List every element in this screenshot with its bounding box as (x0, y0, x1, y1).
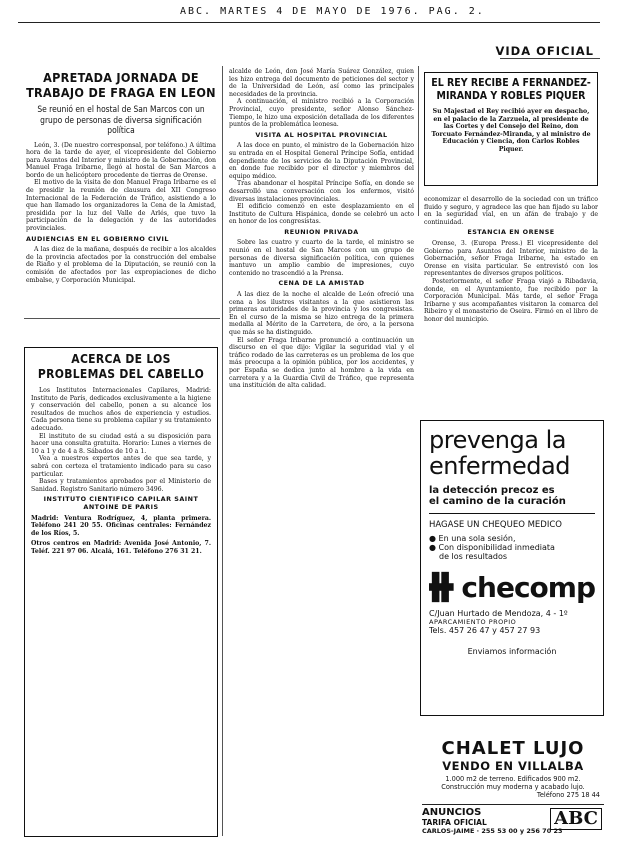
article-paragraph: economizar el desarrollo de la sociedad con un tráfico fluido y seguro, y agradece las que han fijado su labor en la seguridad vial, en un afán de trabajo y de continuidad. (424, 196, 598, 226)
masthead: ABC. MARTES 4 DE MAYO DE 1976. PAG. 2. (180, 6, 485, 17)
checomp-logo-icon (429, 569, 457, 605)
ad-paragraph: Los Institutos Internacionales Capilares, Madrid: Instituto de París, dedicados exclusivamente a la higiene y conservación del cabello, ponen a su alcance los resultados de muchos años de experiencia y estudios. Cada persona tiene su problema capilar y su tratamiento adecuado. (31, 387, 211, 432)
ad-headline: ACERCA DE LOS PROBLEMAS DEL CABELLO (37, 352, 205, 381)
article-headline: APRETADA JORNADA DE TRABAJO DE FRAGA EN LEON (26, 70, 216, 100)
article-paragraph: A las doce en punto, el ministro de la Gobernación hizo su entrada en el Hospital General Príncipe Sofía, entidad dependiente de los servicios de la Diputación Provincial, en donde fue recibido por el director y miembros del equipo médico. (229, 142, 414, 180)
section-rule (500, 58, 600, 59)
ad-tagline: la detección precoz es (429, 485, 555, 496)
article-subhead: ESTANCIA EN ORENSE (467, 228, 555, 237)
article-subhead: VISITA AL HOSPITAL PROVINCIAL (255, 130, 388, 139)
ad-text: 1.000 m2 de terreno. Edificados 900 m2. (445, 775, 581, 783)
ad-institute-name: INSTITUTO CIENTIFICO CAPILAR SAINT ANTOINE DE PARIS (43, 495, 199, 511)
royal-audience-box (424, 72, 598, 186)
ad-brand-row (429, 569, 595, 605)
ad-title: ANUNCIOS (422, 807, 482, 818)
ad-tagline: el camino de la curación (429, 496, 566, 507)
column-divider (222, 66, 223, 836)
box-headline: EL REY RECIBE A FERNANDEZ-MIRANDA Y ROBLES PIQUER (431, 77, 591, 102)
ad-title: TARIFA OFICIAL (422, 818, 487, 827)
article-fraga-leon (26, 70, 216, 284)
article-fraga-leon-cont (229, 68, 414, 390)
ad-phones: Tels. 457 26 47 y 457 27 93 (429, 626, 541, 635)
article-paragraph: El edificio comenzó en este desplazamiento en el Instituto de Cultura Hispánica, donde se celebró un acto en honor de los congresistas. (229, 203, 414, 226)
article-paragraph: León, 3. (De nuestro corresponsal, por teléfono.) A última hora de la tarde de ayer, el vicepresidente del Gobierno para Asuntos del Interior y ministro de la Gobernación, don Manuel Fraga Iribarne, llegó al hostal de San Marcos a bordo de un helicóptero procedente de tierras de Orense. (26, 141, 216, 179)
article-paragraph: A las diez de la noche el alcalde de León ofreció una cena a los ilustres visitantes a la que asistieron las primeras autoridades de la provincia y los congresistas. En el curso de la misma se hizo entrega de la primera medalla al Mérito de la Carretera, de oro, a la persona que más se ha distinguido. (229, 291, 414, 336)
checomp-ad (420, 420, 604, 716)
bullet-icon: ● (429, 534, 439, 543)
ad-address: C/Juan Hurtado de Mendoza, 4 - 1º (429, 609, 568, 618)
chalet-ad (420, 738, 606, 799)
abc-ads-rates (422, 804, 604, 841)
ad-brand: checomp (461, 570, 595, 604)
ad-bullet: ● En una sola sesión, (429, 534, 516, 543)
ad-paragraph: Vea a nuestros expertos antes de que sea tarde, y sabrá con certeza el tratamiento indicado para su caso particular. (31, 455, 211, 478)
hair-clinic-ad (24, 347, 218, 837)
article-paragraph: El señor Fraga Iribarne pronunció a continuación un discurso en el que dijo: Vigilar la seguridad vial y el tráfico rodado de las carreteras es un problema de los que más preocupa a la opinión pública, por los accidentes, y por España se dedica junto al hombre a la vida en carretera y a la Guardia Civil de Tráfico, que representa una institución de alta calidad. (229, 336, 414, 390)
article-orense (424, 196, 598, 324)
ad-title-line1: prevenga la (429, 426, 566, 454)
ad-contact: CARLOS-JAIME · 255 53 00 y 256 70 23 (422, 827, 563, 835)
article-paragraph: El motivo de la visita de don Manuel Fraga Iribarne es el de presidir la reunión de clausura del XII Congreso Internacional de la Federación de Tráfico, asistiendo a lo que han llamado los organizadores la Cena de la Amistad, presidida por la luz del Valle de Arlés, que tuvo la participación de la delegación y de las autoridades provinciales. (26, 179, 216, 233)
article-subhead: CENA DE LA AMISTAD (278, 279, 365, 288)
article-paragraph: alcalde de León, don José María Suárez González, quien les hizo entrega del documento de peticiones del sector y de la Universidad de León, así como las principales necesidades de la provincia. (229, 68, 414, 98)
article-paragraph: Sobre las cuatro y cuarto de la tarde, el ministro se reunió en el hostal de San Marcos con un grupo de personas de diversa significación política, con quienes mantuvo un amplio cambio de impresiones, cuyo contenido no trascendió a la Prensa. (229, 239, 414, 277)
ad-title-line2: enfermedad (429, 452, 570, 480)
article-subhead: AUDIENCIAS EN EL GOBIERNO CIVIL (26, 234, 169, 243)
ad-parking: APARCAMIENTO PROPIO (429, 618, 517, 626)
ad-paragraph: Bases y tratamientos aprobados por el Ministerio de Sanidad. Registro Sanitario número 3496. (31, 478, 211, 493)
ad-paragraph: El instituto de su ciudad está a su disposición para hacer una consulta gratuita. Horario: Lunes a viernes de 10 a 1 y de 4 a 8. Sábados de 10 a 1. (31, 432, 211, 455)
ad-bullet: ● Con disponibilidad inmediata (429, 543, 555, 552)
article-deck: Se reunió en el hostal de San Marcos con un grupo de personas de diversa significación política (37, 104, 205, 135)
ad-headline: CHALET LUJO (441, 738, 585, 759)
ad-address: Otros centros en Madrid: Avenida José Antonio, 7. Teléf. 221 97 06. Alcalá, 161. Teléfono 276 31 21. (31, 540, 211, 555)
box-text: Su Majestad el Rey recibió ayer en despacho, en el palacio de la Zarzuela, al presidente de las Cortes y del Consejo del Reino, don Torcuato Fernández-Miranda, y al ministro de Educación y Ciencia, don Carlos Robles Piquer. (431, 108, 591, 153)
ad-bullet-cont: de los resultados (439, 552, 508, 561)
article-divider (24, 318, 220, 319)
section-label: VIDA OFICIAL (495, 44, 594, 58)
article-paragraph: Posteriormente, el señor Fraga viajó a Ribadavia, donde, en el Ayuntamiento, fue recibido por la Corporación Municipal. Más tarde, el señor Fraga Iribarne y sus acompañantes visitaron la comarca del Ribeiro y el monasterio de Oseira. Firmó en el libro de honor del municipio. (424, 277, 598, 323)
article-paragraph: A continuación, el ministro recibió a la Corporación Provincial, cuyo presidente, señor Alonso Sánchez-Tiempo, le hizo una exposición detallada de los diferentes puntos de la problemática leonesa. (229, 98, 414, 129)
bullet-icon: ● (429, 543, 439, 552)
ad-phone: Teléfono 275 18 44 (536, 791, 600, 799)
ad-rule (429, 513, 595, 514)
column-divider (418, 66, 419, 216)
article-subhead: REUNION PRIVADA (284, 227, 359, 236)
ad-footer: Enviamos información (467, 647, 557, 656)
ad-text: Construcción muy moderna y acabado lujo. (441, 783, 585, 791)
abc-logo: ABC (550, 808, 602, 830)
article-paragraph: A las diez de la mañana, después de recibir a los alcaldes de la provincia afectados por la construcción del embalse de Riaño y el problema de la Diputación, se reunió con la comisión de afectados por las expropiaciones de dicho embalse, y Corporación Municipal. (26, 246, 216, 284)
article-paragraph: Tras abandonar el hospital Príncipe Sofía, en donde se desarrolló una conversación con los enfermos, visitó diversas instalaciones provinciales. (229, 180, 414, 203)
ad-address: Madrid: Ventura Rodríguez, 4, planta primera. Teléfono 241 20 55. Oficinas centrales: Fernández de los Ríos, 5. (31, 514, 211, 537)
ad-subheadline: VENDO EN VILLALBA (442, 759, 584, 773)
ad-cta: HAGASE UN CHEQUEO MEDICO (429, 520, 562, 530)
masthead-rule (18, 22, 600, 23)
article-paragraph: Orense, 3. (Europa Press.) El vicepresidente del Gobierno para Asuntos del Interior, ministro de la Gobernación, señor Fraga Iribarne, ha estado en Orense en visita particular. Se entrevistó con los representantes de diversos grupos políticos. (424, 239, 598, 278)
